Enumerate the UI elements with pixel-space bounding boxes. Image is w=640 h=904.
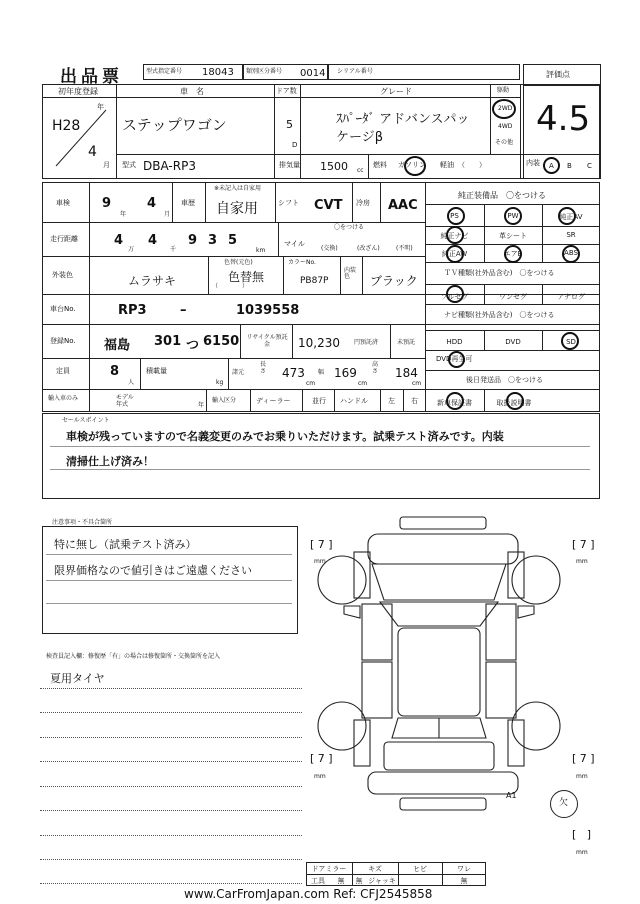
tread-fl: [ 7 ] <box>310 538 333 551</box>
date-slash <box>48 100 114 172</box>
damage-a1: A1 <box>506 791 517 800</box>
manual-circle <box>506 392 524 410</box>
sales-point-line-2: 清掃仕上げ済み！ <box>66 455 154 468</box>
grade-text-2: ケージβ <box>336 130 384 145</box>
drive-2wd-circle <box>492 99 516 119</box>
fullseg-circle <box>446 285 464 303</box>
airbag-circle <box>504 245 522 263</box>
year-era: H28 <box>52 118 81 134</box>
tread-rr: [ 7 ] <box>572 752 595 765</box>
notes-line-1: 特に無し（試乗テスト済み） <box>54 538 197 551</box>
aw-circle <box>446 245 464 263</box>
tread-spare: [ ] <box>572 828 592 841</box>
displacement: 1500 <box>320 160 348 173</box>
class-no-box: 類別区分番号 0014 <box>243 64 328 80</box>
sd-circle <box>561 332 579 350</box>
av-circle <box>558 207 576 225</box>
inspector-line-1: 夏用タイヤ <box>50 672 105 685</box>
year-month: 4 <box>88 144 97 160</box>
pw-circle <box>504 207 522 225</box>
history-value: 自家用 <box>216 201 258 217</box>
serial-box: シリアル番号 <box>328 64 520 80</box>
abs-circle <box>562 245 580 263</box>
tread-rl: [ 7 ] <box>310 752 333 765</box>
score-value: 4.5 <box>536 99 591 139</box>
tread-fr: [ 7 ] <box>572 538 595 551</box>
dvd-circle <box>448 351 465 368</box>
notes-line-2: 限界価格なので値引きはご遠慮ください <box>54 564 252 577</box>
ps-circle <box>447 207 465 225</box>
sales-point-line-1: 車検が残っていますので名義変更のみでお乗りいただけます。試乗テスト済みです。内装 <box>66 430 504 443</box>
cert-no-box: 型式指定番号 18043 <box>143 64 243 80</box>
car-name: ステップワゴン <box>122 116 227 134</box>
navi-circle <box>446 226 464 244</box>
score-label: 評価点 <box>546 70 570 79</box>
form-title: 出品票 <box>60 67 123 87</box>
grade-text: ｽﾊﾟｰﾀﾞ アドバンスパッ <box>336 112 470 127</box>
interior-a-circle <box>543 157 560 174</box>
model-type: DBA-RP3 <box>143 159 196 173</box>
warranty-circle <box>446 392 464 410</box>
fuel-circle <box>404 156 426 176</box>
car-diagram <box>314 514 564 814</box>
footer-ref: www.CarFromJapan.com Ref: CFJ2545858 <box>184 887 433 901</box>
